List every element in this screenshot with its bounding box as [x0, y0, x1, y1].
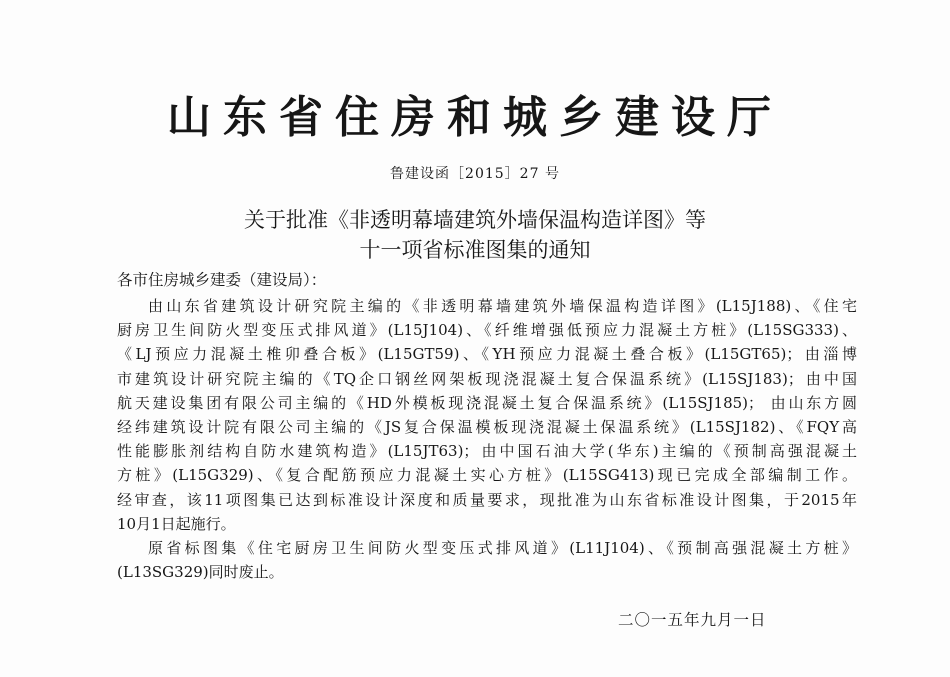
addressee: 各市住房城乡建委（建设局）： [117, 271, 327, 289]
issuing-authority-title: 山东省住房和城乡建设厅 [167, 92, 783, 143]
body-line: 经纬建筑设计院有限公司主编的《JS复合保温模板现浇混凝土保温系统》(L15SJ182)、《FQY高 [117, 417, 857, 436]
body-line: 原省标图集《住宅厨房卫生间防火型变压式排风道》(L11J104)、《预制高强混凝土方桩》 [148, 538, 857, 557]
body-line: 市建筑设计研究院主编的《TQ企口钢丝网架板现浇混凝土复合保温系统》(L15SJ183)；由中国 [117, 369, 857, 388]
body-line: 10月1日起施行。 [117, 514, 236, 533]
notice-title-line-1: 关于批准《非透明幕墙建筑外墙保温构造详图》等 [244, 208, 706, 232]
body-line: 经审查，该11项图集已达到标准设计深度和质量要求，现批准为山东省标准设计图集，于2015年 [117, 490, 857, 509]
document-number: 鲁建设函［2015］27 号 [390, 166, 560, 182]
body-line: 航天建设集团有限公司主编的《HD外模板现浇混凝土复合保温系统》(L15SJ185)； 由山东方圆 [117, 393, 857, 412]
notice-title [0, 205, 950, 265]
body-line: 《LJ预应力混凝土椎卯叠合板》(L15GT59)、《YH预应力混凝土叠合板》(L15GT65)；由淄博 [117, 345, 857, 364]
body-line: 性能膨胀剂结构自防水建筑构造》(L15JT63)；由中国石油大学(华东)主编的《预制高强混凝土 [117, 442, 857, 461]
body-line: 由山东省建筑设计研究院主编的《非透明幕墙建筑外墙保温构造详图》(L15J188)、《住宅 [148, 297, 857, 315]
body-line: (L13SG329)同时废止。 [117, 563, 284, 582]
signature-date: 二〇一五年九月一日 [618, 611, 767, 629]
body-line: 方桩》(L15G329)、《复合配筋预应力混凝土实心方桩》(L15SG413)现已完成全部编制工作。 [117, 466, 857, 485]
notice-title-line-2: 十一项省标准图集的通知 [359, 238, 591, 262]
notice-body [117, 294, 857, 584]
body-line: 厨房卫生间防火型变压式排风道》(L15J104)、《纤维增强低预应力混凝土方桩》(L15SG333)、 [117, 321, 857, 340]
